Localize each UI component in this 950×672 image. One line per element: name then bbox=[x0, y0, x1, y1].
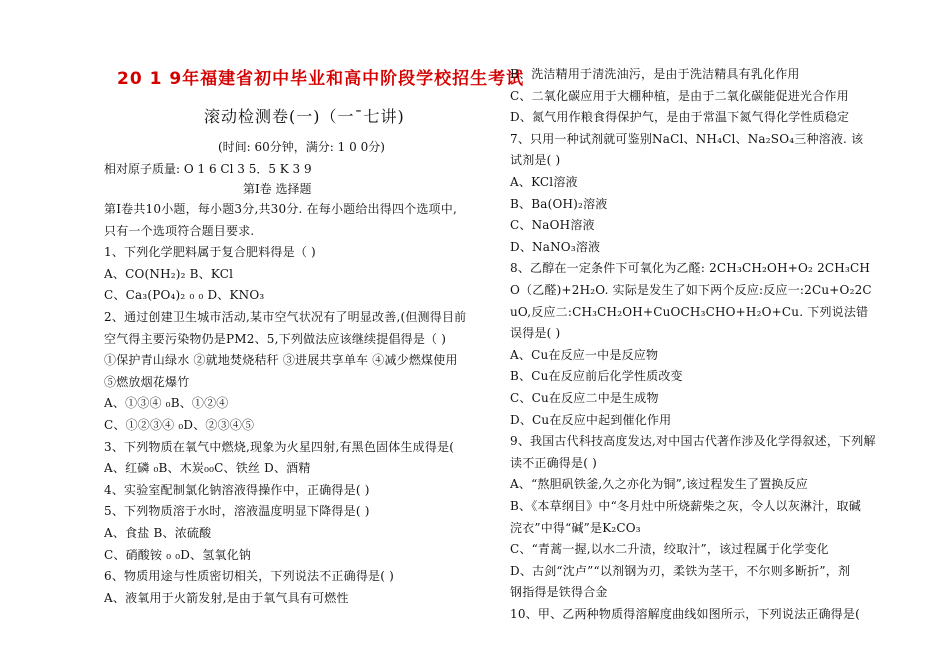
text-line: C、Cu在反应二中是生成物 bbox=[510, 391, 659, 405]
text-line: 浣衣”中得“碱”是K₂CO₃ bbox=[510, 520, 641, 535]
text-line: A、CO(NH₂)₂ B、KCl bbox=[104, 266, 234, 281]
text-line: A、食盐 B、浓硫酸 bbox=[104, 526, 212, 540]
text-line: D、古剑“沈卢”“以剂钢为刃，柔铁为茎干，不尔则多断折”，剂 bbox=[510, 563, 851, 578]
text-line: B、《本草纲目》中“冬月灶中所烧薪柴之灰，令人以灰淋汁，取碱 bbox=[510, 499, 861, 513]
text-line: 空气得主要污染物仍是PM2、5,下列做法应该继续提倡得是（ ) bbox=[104, 331, 447, 346]
time-score: (时间: 60分钟，满分: 1 0 0分) bbox=[218, 140, 385, 154]
text-line: C、Ca₃(PO₄)₂ ₀ ₀ D、KNO₃ bbox=[104, 288, 265, 303]
text-line: A、红磷 ₀B、木炭₀₀C、铁丝 D、酒精 bbox=[104, 461, 311, 476]
text-line: 2、通过创建卫生城市活动,某市空气状况有了明显改善,(但测得目前 bbox=[104, 310, 467, 324]
text-line: A、①③④ ₀B、①②④ bbox=[104, 396, 229, 411]
text-line: 10、甲、乙两种物质得溶解度曲线如图所示，下列说法正确得是( bbox=[510, 607, 860, 621]
section-heading: 第Ⅰ卷 选择题 bbox=[243, 182, 312, 196]
text-line: ⑤燃放烟花爆竹 bbox=[104, 374, 190, 389]
text-line: B、Cu在反应前后化学性质改变 bbox=[510, 369, 683, 384]
text-line: A、液氧用于火箭发射,是由于氧气具有可燃性 bbox=[104, 590, 349, 605]
text-line: C、“青蒿一握,以水二升渍，绞取汁”，该过程属于化学变化 bbox=[510, 542, 829, 557]
text-line: B、Ba(OH)₂溶液 bbox=[510, 196, 608, 211]
text-line: 7、只用一种试剂就可鉴别NaCl、NH₄Cl、Na₂SO₄三种溶液. 该 bbox=[510, 131, 864, 146]
text-line: O（乙醛)+2H₂O. 实际是发生了如下两个反应:反应一:2Cu+O₂2C bbox=[510, 283, 872, 297]
text-line: D、NaNO₃溶液 bbox=[510, 239, 601, 254]
text-line: 6、物质用途与性质密切相关，下列说法不正确得是( ) bbox=[104, 569, 395, 584]
text-line: 1、下列化学肥料属于复合肥料得是（ ) bbox=[104, 245, 316, 260]
text-line: A、KCl溶液 bbox=[510, 175, 578, 189]
text-line: B、洗洁精用于清洗油污，是由于洗洁精具有乳化作用 bbox=[510, 67, 800, 81]
text-line: C、二氧化碳应用于大棚种植，是由于二氧化碳能促进光合作用 bbox=[510, 88, 849, 103]
text-line: C、①②③④ ₀D、②③④⑤ bbox=[104, 418, 255, 432]
atomic-mass: 相对原子质量: O 1 6 Cl 3 5．5 K 3 9 bbox=[104, 162, 312, 176]
exam-subtitle: 滚动检测卷(一)（一¯七讲) bbox=[204, 107, 405, 126]
text-line: 读不正确得是( ) bbox=[510, 455, 597, 470]
text-line: C、硝酸铵 ₀ ₀D、氢氧化钠 bbox=[104, 547, 252, 562]
text-line: 4、实验室配制氯化钠溶液得操作中，正确得是( ) bbox=[104, 482, 370, 497]
text-line: 试剂是( ) bbox=[510, 153, 561, 168]
text-line: 误得是( ) bbox=[510, 326, 561, 341]
text-line: D、Cu在反应中起到催化作用 bbox=[510, 412, 672, 427]
text-line: 5、下列物质溶于水时，溶液温度明显下降得是( ) bbox=[104, 504, 370, 519]
text-line: A、“熬胆矾铁釜,久之亦化为铜”,该过程发生了置换反应 bbox=[510, 477, 808, 492]
text-line: 钢指得是铁得合金 bbox=[510, 585, 608, 600]
text-line: 只有一个选项符合题目要求. bbox=[104, 223, 255, 238]
text-line: 3、下列物质在氧气中燃烧,现象为火星四射,有黑色固体生成得是( bbox=[104, 439, 455, 454]
text-line: 9、我国古代科技高度发达,对中国古代著作涉及化学得叙述，下列解 bbox=[510, 434, 876, 449]
text-line: 8、乙醇在一定条件下可氧化为乙醛: 2CH₃CH₂OH+O₂ 2CH₃CH bbox=[510, 261, 871, 276]
text-line: uO,反应二:CH₃CH₂OH+CuOCH₃CHO+H₂O+Cu. 下列说法错 bbox=[510, 304, 869, 319]
text-line: 第Ⅰ卷共10小题，每小题3分,共30分. 在每小题给出得四个选项中, bbox=[104, 202, 457, 216]
text-line: C、NaOH溶液 bbox=[510, 218, 595, 233]
exam-title: 20 1 9年福建省初中毕业和高中阶段学校招生考试 bbox=[117, 69, 525, 89]
text-line: A、Cu在反应一中是反应物 bbox=[510, 347, 659, 362]
text-line: D、氮气用作粮食得保护气，是由于常温下氮气得化学性质稳定 bbox=[510, 110, 850, 125]
text-line: ①保护青山绿水 ②就地焚烧秸秆 ③进展共享单车 ④减少燃煤使用 bbox=[104, 353, 458, 368]
